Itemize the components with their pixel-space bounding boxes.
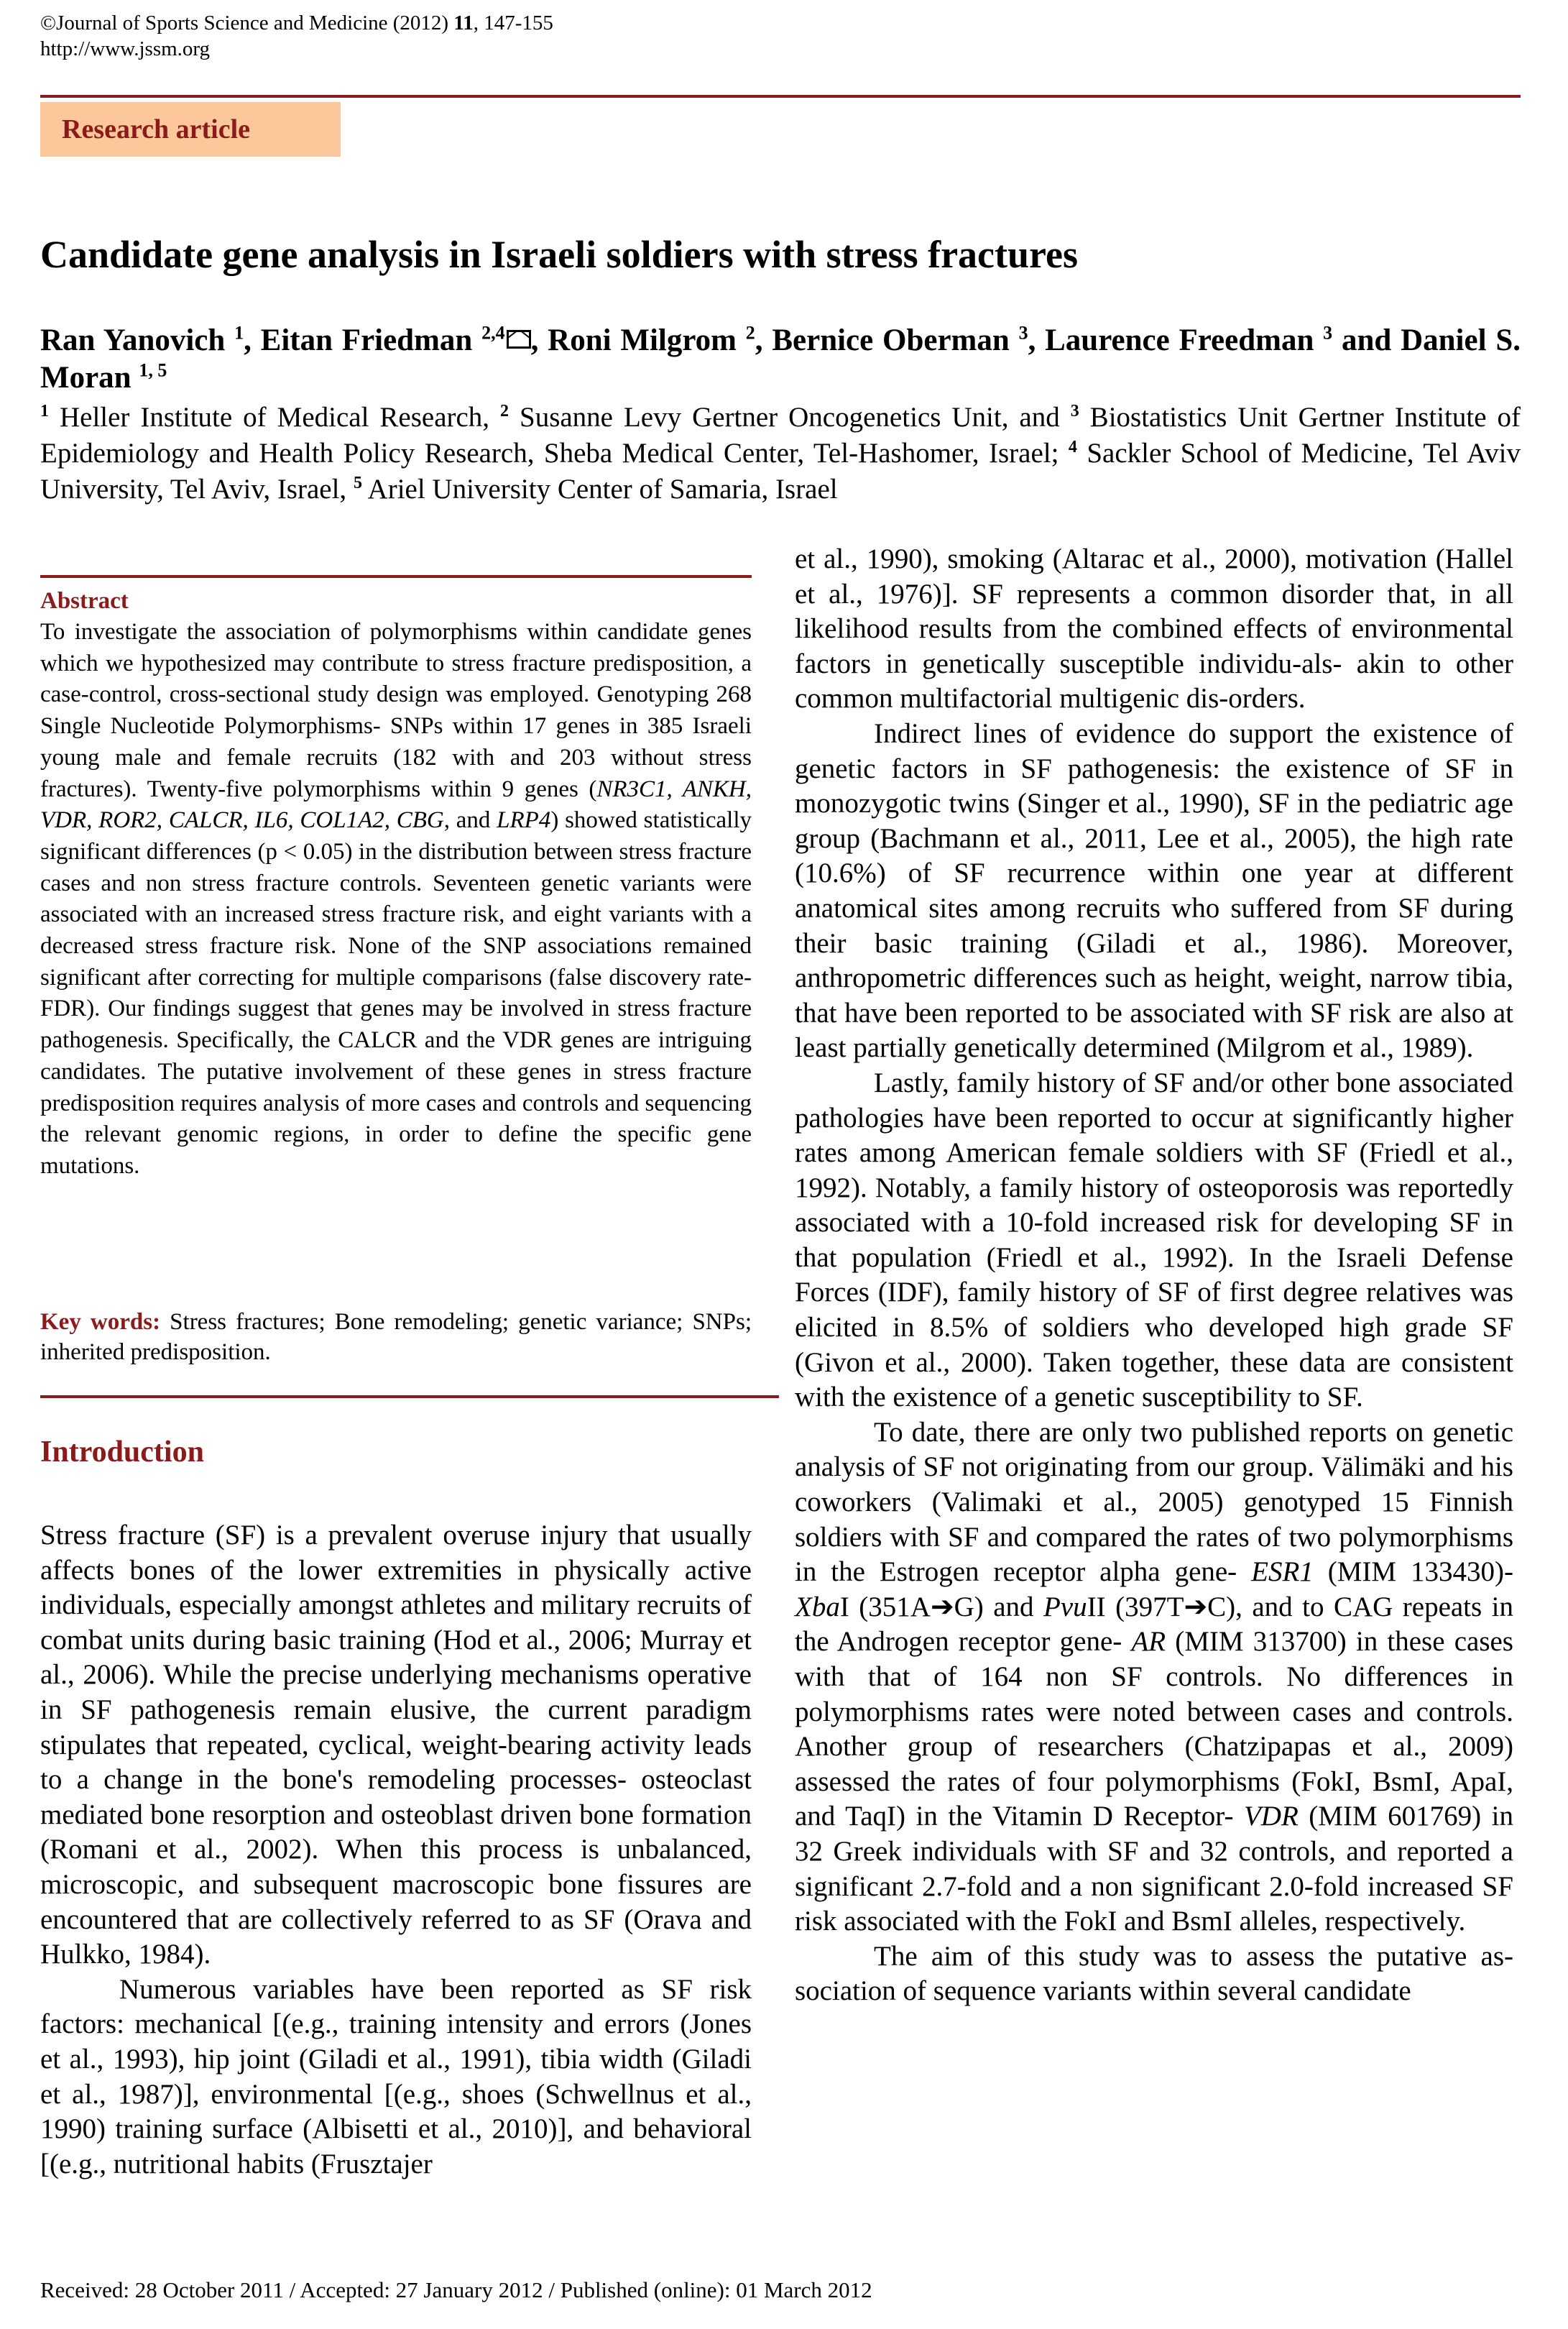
article-title: Candidate gene analysis in Israeli soldiers with stress fractures	[40, 233, 1078, 276]
introduction-heading: Introduction	[40, 1435, 204, 1469]
paragraph: The aim of this study was to assess the putative as-sociation of sequence variants within several candidate	[795, 1940, 1513, 2007]
journal-header	[40, 10, 553, 62]
paragraph: et al., 1990), smoking (Altarac et al., 2000), motivation (Hallel et al., 1976)]. SF represents a common disorder that, in all likelihood results from the combined effects of environmental factors in genetically susceptible individu-als- akin to other common multifactorial multigenic dis-orders.	[795, 543, 1513, 715]
paragraph: Lastly, family history of SF and/or other bone associated pathologies have been reported to occur at significantly higher rates among American female soldiers with SF (Friedl et al., 1992). Notably, a family history of osteoporosis was reportedly associated with a 10-fold increased risk for developing SF in that population (Friedl et al., 1992). In the Israeli Defense Forces (IDF), family history of SF of first degree relatives was elicited in 8.5% of soldiers who developed high grade SF (Givon et al., 2000). Taken together, these data are consistent with the existence of a genetic susceptibility to SF.	[795, 1067, 1513, 1413]
email-envelope-icon[interactable]	[507, 330, 531, 349]
paragraph: To date, there are only two published reports on genetic analysis of SF not originating from our group. Välimäki and his coworkers (Valimaki et al., 2005) genotyped 15 Finnish soldiers with SF and compared the rates of two polymorphisms in the Estrogen receptor alpha gene- ESR1 (MIM 133430)- XbaI (351A➔G) and PvuII (397T➔C), and to CAG repeats in the Androgen receptor gene- AR (MIM 313700) in these cases with that of 164 non SF controls. No differences in polymorphisms rates were noted between cases and controls. Another group of researchers (Chatzipapas et al., 2009) assessed the rates of four polymorphisms (FokI, BsmI, ApaI, and TaqI) in the Vitamin D Receptor- VDR (MIM 601769) in 32 Greek individuals with SF and 32 controls, and reported a significant 2.7-fold and a non significant 2.0-fold increased SF risk associated with the FokI and BsmI alleles, respectively.	[795, 1416, 1514, 1937]
keywords: Key words: Stress fractures; Bone remodeling; genetic variance; SNPs; inherited predisposition.	[40, 1309, 752, 1365]
journal-citation: ©Journal of Sports Science and Medicine (2012) 11, 147-155	[40, 12, 553, 35]
article-type-badge: Research article	[40, 102, 341, 157]
affiliations: $^1$ Heller Institute of Medical Research, $^2$ Susanne Levy Gertner Oncogenetics Unit, and $^3$ Biostatistics Unit Gertner Institute of Epidemiology and Health Policy Research, Sheba Medical Center, Tel-Hashomer, Israel; $^4$ Sackler School of Medicine, Tel Aviv University, Tel Aviv, Israel, $^5$ Ariel University Center of Samaria, Israel	[40, 402, 1521, 505]
abstract-bottom-rule	[40, 1395, 779, 1398]
paragraph: Stress fracture (SF) is a prevalent overuse injury that usually affects bones of the lower extremities in physically active individuals, especially amongst athletes and military recruits of combat units during basic training (Hod et al., 2006; Murray et al., 2006). While the precise underlying mechanisms operative in SF pathogenesis remain elusive, the current paradigm stipulates that repeated, cyclical, weight-bearing activity leads to a change in the bone's remodeling processes- osteoclast mediated bone resorption and osteoblast driven bone formation (Romani et al., 2002). When this process is unbalanced, microscopic, and subsequent macroscopic bone fissures are encountered that are collectively referred to as SF (Orava and Hulkko, 1984).	[40, 1520, 752, 1970]
author-list: Ran Yanovich $^1$, Eitan Friedman $^{2,4}$ , Roni Milgrom $^2$, Bernice Oberman $^3$, Laurence Freedman $^3$ and Daniel S. Moran $^{1, 5}$	[40, 322, 1521, 395]
abstract-text: To investigate the association of polymorphisms within candidate genes which we hypothesized may contribute to stress fracture predisposition, a case-control, cross-sectional study design was employed. Genotyping 268 Single Nucleotide Polymorphisms- SNPs within 17 genes in 385 Israeli young male and female recruits (182 with and 203 without stress fractures). Twenty-five polymorphisms within 9 genes (NR3C1, ANKH, VDR, ROR2, CALCR, IL6, COL1A2, CBG, and LRP4) showed statistically significant differences (p < 0.05) in the distribution between stress fracture cases and non stress fracture controls. Seventeen genetic variants were associated with an increased stress fracture risk, and eight variants with a decreased stress fracture risk. None of the SNP associations remained significant after correcting for multiple comparisons (false discovery rate- FDR). Our findings suggest that genes may be involved in stress fracture pathogenesis. Specifically, the CALCR and the VDR genes are intriguing candidates. The putative involvement of these genes in stress fracture predisposition requires analysis of more cases and controls and sequencing the relevant genomic regions, in order to define the specific gene mutations.	[40, 619, 752, 1179]
keywords-label: Key words:	[40, 1309, 161, 1335]
paragraph: Numerous variables have been reported as SF risk factors: mechanical [(e.g., training intensity and errors (Jones et al., 1993), hip joint (Giladi et al., 1991), tibia width (Giladi et al., 1987)], environmental [(e.g., shoes (Schwellnus et al., 1990) training surface (Albisetti et al., 2010)], and behavioral [(e.g., nutritional habits (Frusztajer	[40, 1973, 752, 2179]
publication-dates: Received: 28 October 2011 / Accepted: 27 January 2012 / Published (online): 01 March 2012	[40, 2277, 872, 2302]
paragraph: Indirect lines of evidence do support the existence of genetic factors in SF pathogenesis: the existence of SF in monozygotic twins (Singer et al., 1990), SF in the pediatric age group (Bachmann et al., 2011, Lee et al., 2005), the high rate (10.6%) of SF recurrence within one year at different anatomical sites among recruits who suffered from SF during their basic training (Giladi et al., 1986). Moreover, anthropometric differences such as height, weight, narrow tibia, that have been reported to be associated with SF risk are also at least partially genetically determined (Milgrom et al., 1989).	[795, 717, 1513, 1064]
journal-url[interactable]: http://www.jssm.org	[40, 37, 211, 60]
body-column-left	[40, 1518, 752, 2182]
body-column-right	[795, 542, 1513, 2009]
abstract-heading: Abstract	[40, 588, 129, 614]
volume-number: 11	[453, 12, 474, 35]
abstract-top-rule	[40, 575, 752, 578]
header-rule	[40, 95, 1521, 98]
